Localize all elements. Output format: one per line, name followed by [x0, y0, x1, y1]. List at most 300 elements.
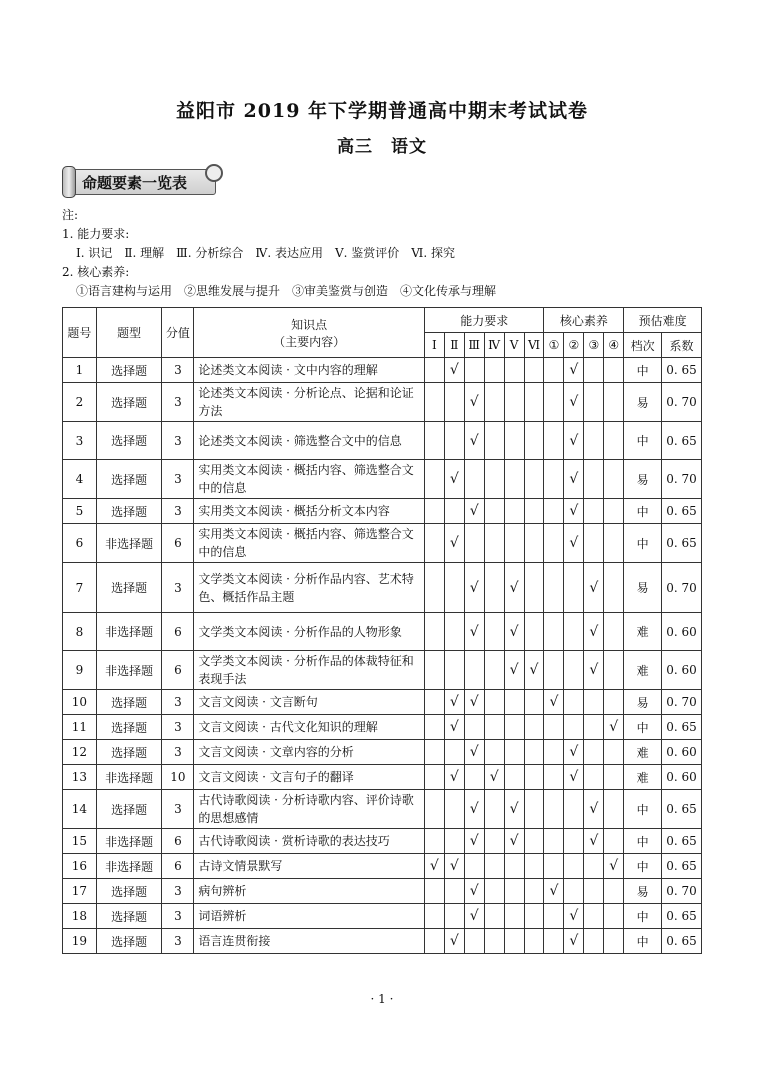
cell-no: 3 [63, 422, 97, 460]
core-check-mark: √ [544, 690, 564, 715]
core-cell [544, 904, 564, 929]
core-cell [604, 358, 624, 383]
ability-check-mark: √ [504, 790, 524, 829]
core-cell [564, 613, 584, 651]
header-type: 题型 [96, 308, 162, 358]
notes-label: 注: [62, 208, 79, 222]
ability-cell [484, 740, 504, 765]
core-cell [584, 765, 604, 790]
core-cell [584, 383, 604, 422]
section-banner [62, 166, 214, 196]
cell-level: 中 [624, 904, 662, 929]
cell-type: 选择题 [96, 460, 162, 499]
core-cell [584, 499, 604, 524]
ability-check-mark: √ [464, 790, 484, 829]
cell-coef: 0. 70 [662, 690, 702, 715]
cell-topic: 论述类文本阅读 · 文中内容的理解 [194, 358, 425, 383]
ability-cell [524, 460, 544, 499]
core-cell [584, 524, 604, 563]
cell-topic: 文言文阅读 · 古代文化知识的理解 [194, 715, 425, 740]
core-cell [564, 829, 584, 854]
cell-level: 易 [624, 563, 662, 613]
core-check-mark: √ [564, 358, 584, 383]
cell-type: 选择题 [96, 383, 162, 422]
ability-cell [524, 929, 544, 954]
ability-check-mark: √ [504, 651, 524, 690]
ability-cell [484, 651, 504, 690]
ability-check-mark: √ [464, 740, 484, 765]
core-check-mark: √ [564, 524, 584, 563]
ability-cell [424, 651, 444, 690]
ability-cell [524, 524, 544, 563]
cell-no: 9 [63, 651, 97, 690]
ability-cell [504, 460, 524, 499]
cell-score: 10 [162, 765, 194, 790]
ability-cell [424, 524, 444, 563]
cell-no: 15 [63, 829, 97, 854]
header-ability-col: Ⅰ [424, 333, 444, 358]
cell-coef: 0. 65 [662, 715, 702, 740]
cell-level: 中 [624, 715, 662, 740]
core-cell [604, 524, 624, 563]
ability-cell [504, 765, 524, 790]
ability-cell [464, 929, 484, 954]
table-row [63, 563, 702, 613]
cell-score: 6 [162, 524, 194, 563]
ability-cell [424, 460, 444, 499]
cell-no: 14 [63, 790, 97, 829]
core-check-mark: √ [564, 422, 584, 460]
ability-cell [424, 422, 444, 460]
ability-check-mark: √ [464, 563, 484, 613]
cell-level: 易 [624, 460, 662, 499]
cell-score: 3 [162, 422, 194, 460]
cell-no: 16 [63, 854, 97, 879]
ability-cell [444, 499, 464, 524]
cell-coef: 0. 60 [662, 765, 702, 790]
cell-topic: 实用类文本阅读 · 概括分析文本内容 [194, 499, 425, 524]
core-cell [584, 358, 604, 383]
cell-coef: 0. 70 [662, 383, 702, 422]
core-cell [544, 715, 564, 740]
cell-coef: 0. 65 [662, 422, 702, 460]
core-cell [604, 904, 624, 929]
ability-cell [444, 829, 464, 854]
cell-type: 非选择题 [96, 765, 162, 790]
table-row [63, 790, 702, 829]
core-check-mark: √ [584, 613, 604, 651]
ability-cell [484, 563, 504, 613]
cell-level: 难 [624, 765, 662, 790]
ability-cell [424, 499, 444, 524]
ability-check-mark: √ [444, 358, 464, 383]
core-check-mark: √ [564, 740, 584, 765]
header-ability-col: Ⅳ [484, 333, 504, 358]
core-title: 2. 核心素养: [62, 265, 130, 279]
table-row [63, 854, 702, 879]
ability-cell [444, 651, 464, 690]
core-cell [584, 854, 604, 879]
cell-topic: 古代诗歌阅读 · 赏析诗歌的表达技巧 [194, 829, 425, 854]
core-cell [544, 499, 564, 524]
header-core-col: ④ [604, 333, 624, 358]
ability-cell [444, 904, 464, 929]
core-cell [604, 651, 624, 690]
cell-no: 2 [63, 383, 97, 422]
ability-cell [524, 422, 544, 460]
header-topic-main: 知识点 [291, 317, 328, 332]
cell-level: 难 [624, 651, 662, 690]
ability-cell [524, 499, 544, 524]
cell-type: 非选择题 [96, 854, 162, 879]
cell-score: 6 [162, 651, 194, 690]
ability-check-mark: √ [464, 829, 484, 854]
ability-check-mark: √ [444, 715, 464, 740]
ability-cell [524, 854, 544, 879]
cell-coef: 0. 60 [662, 651, 702, 690]
ability-cell [464, 715, 484, 740]
table-row [63, 765, 702, 790]
table-row [63, 829, 702, 854]
ability-check-mark: √ [464, 879, 484, 904]
core-cell [544, 460, 564, 499]
ability-cell [424, 929, 444, 954]
core-cell [564, 879, 584, 904]
core-cell [544, 929, 564, 954]
ability-cell [504, 383, 524, 422]
ability-check-mark: √ [464, 904, 484, 929]
cell-type: 非选择题 [96, 524, 162, 563]
ability-cell [444, 613, 464, 651]
ability-cell [524, 879, 544, 904]
header-core: 核心素养 [544, 308, 624, 333]
core-cell [604, 790, 624, 829]
cell-topic: 古诗文情景默写 [194, 854, 425, 879]
header-score: 分值 [162, 308, 194, 358]
core-check-mark: √ [584, 563, 604, 613]
ability-cell [524, 383, 544, 422]
cell-topic: 词语辨析 [194, 904, 425, 929]
table-body [63, 358, 702, 954]
core-cell [544, 829, 564, 854]
core-cell [564, 563, 584, 613]
ability-cell [424, 383, 444, 422]
ability-cell [484, 358, 504, 383]
header-core-col: ② [564, 333, 584, 358]
table-row [63, 740, 702, 765]
core-check-mark: √ [564, 904, 584, 929]
cell-coef: 0. 65 [662, 358, 702, 383]
cell-coef: 0. 65 [662, 829, 702, 854]
ability-cell [504, 690, 524, 715]
ability-check-mark: √ [444, 854, 464, 879]
cell-score: 3 [162, 904, 194, 929]
header-level: 档次 [624, 333, 662, 358]
cell-level: 中 [624, 524, 662, 563]
ability-cell [484, 879, 504, 904]
table-row [63, 651, 702, 690]
cell-coef: 0. 65 [662, 929, 702, 954]
cell-level: 难 [624, 613, 662, 651]
ability-cell [504, 904, 524, 929]
ability-check-mark: √ [444, 524, 464, 563]
table-row [63, 358, 702, 383]
core-cell [584, 904, 604, 929]
ability-cell [504, 358, 524, 383]
notes-section [62, 206, 496, 301]
ability-cell [524, 690, 544, 715]
banner-text: 命题要素一览表 [82, 174, 188, 192]
ability-cell [424, 879, 444, 904]
ability-cell [484, 715, 504, 740]
cell-no: 12 [63, 740, 97, 765]
cell-type: 选择题 [96, 715, 162, 740]
cell-level: 中 [624, 499, 662, 524]
ability-check-mark: √ [464, 499, 484, 524]
ability-cell [484, 929, 504, 954]
cell-topic: 文学类文本阅读 · 分析作品内容、艺术特色、概括作品主题 [194, 563, 425, 613]
ability-cell [444, 740, 464, 765]
core-cell [544, 765, 564, 790]
cell-coef: 0. 70 [662, 879, 702, 904]
ability-cell [524, 740, 544, 765]
cell-score: 6 [162, 829, 194, 854]
cell-no: 1 [63, 358, 97, 383]
cell-coef: 0. 65 [662, 499, 702, 524]
ability-check-mark: √ [484, 765, 504, 790]
cell-level: 中 [624, 422, 662, 460]
ability-cell [484, 829, 504, 854]
ability-cell [524, 715, 544, 740]
table-row [63, 499, 702, 524]
core-check-mark: √ [564, 383, 584, 422]
cell-coef: 0. 70 [662, 460, 702, 499]
cell-score: 3 [162, 740, 194, 765]
cell-score: 3 [162, 715, 194, 740]
table-row [63, 929, 702, 954]
core-cell [564, 690, 584, 715]
cell-coef: 0. 65 [662, 790, 702, 829]
ability-check-mark: √ [504, 563, 524, 613]
ability-cell [504, 879, 524, 904]
cell-type: 选择题 [96, 499, 162, 524]
header-ability-col: Ⅵ [524, 333, 544, 358]
cell-topic: 文言文阅读 · 文言断句 [194, 690, 425, 715]
cell-level: 中 [624, 790, 662, 829]
cell-no: 7 [63, 563, 97, 613]
core-cell [604, 765, 624, 790]
core-cell [544, 651, 564, 690]
cell-type: 非选择题 [96, 829, 162, 854]
cell-no: 18 [63, 904, 97, 929]
ability-cell [504, 715, 524, 740]
cell-topic: 病句辨析 [194, 879, 425, 904]
cell-topic: 实用类文本阅读 · 概括内容、筛选整合文中的信息 [194, 524, 425, 563]
core-cell [544, 358, 564, 383]
ability-cell [484, 854, 504, 879]
core-cell [604, 563, 624, 613]
ability-check-mark: √ [464, 613, 484, 651]
cell-type: 非选择题 [96, 613, 162, 651]
core-cell [584, 879, 604, 904]
ability-cell [524, 765, 544, 790]
table-row [63, 904, 702, 929]
ability-check-mark: √ [444, 460, 464, 499]
ability-cell [484, 422, 504, 460]
core-cell [584, 690, 604, 715]
cell-no: 11 [63, 715, 97, 740]
ability-cell [524, 563, 544, 613]
core-cell [604, 422, 624, 460]
core-cell [544, 524, 564, 563]
cell-level: 难 [624, 740, 662, 765]
ability-cell [424, 765, 444, 790]
cell-coef: 0. 60 [662, 613, 702, 651]
cell-level: 中 [624, 829, 662, 854]
cell-coef: 0. 70 [662, 563, 702, 613]
core-cell [604, 613, 624, 651]
cell-type: 选择题 [96, 790, 162, 829]
core-items: ①语言建构与运用 ②思维发展与提升 ③审美鉴赏与创造 ④文化传承与理解 [76, 284, 497, 298]
ability-cell [464, 358, 484, 383]
cell-score: 3 [162, 383, 194, 422]
core-cell [604, 499, 624, 524]
ability-cell [524, 904, 544, 929]
core-check-mark: √ [604, 854, 624, 879]
ability-cell [424, 358, 444, 383]
cell-score: 6 [162, 854, 194, 879]
core-cell [604, 929, 624, 954]
cell-type: 选择题 [96, 879, 162, 904]
cell-topic: 论述类文本阅读 · 筛选整合文中的信息 [194, 422, 425, 460]
core-check-mark: √ [564, 499, 584, 524]
core-cell [584, 422, 604, 460]
ability-check-mark: √ [424, 854, 444, 879]
cell-type: 选择题 [96, 929, 162, 954]
ability-cell [424, 690, 444, 715]
ability-cell [464, 765, 484, 790]
ability-cell [444, 563, 464, 613]
exam-title: 益阳市 2019 年下学期普通高中期末考试试卷 [175, 100, 589, 122]
ability-check-mark: √ [464, 690, 484, 715]
ability-cell [444, 422, 464, 460]
ability-cell [504, 422, 524, 460]
table-row [63, 460, 702, 499]
core-cell [544, 422, 564, 460]
ability-cell [484, 613, 504, 651]
core-check-mark: √ [564, 929, 584, 954]
cell-topic: 实用类文本阅读 · 概括内容、筛选整合文中的信息 [194, 460, 425, 499]
cell-score: 3 [162, 690, 194, 715]
core-cell [604, 690, 624, 715]
cell-no: 8 [63, 613, 97, 651]
cell-topic: 论述类文本阅读 · 分析论点、论据和论证方法 [194, 383, 425, 422]
ability-cell [464, 854, 484, 879]
cell-coef: 0. 65 [662, 524, 702, 563]
cell-type: 选择题 [96, 690, 162, 715]
core-cell [544, 563, 564, 613]
cell-coef: 0. 65 [662, 854, 702, 879]
core-cell [604, 383, 624, 422]
ability-cell [484, 690, 504, 715]
ability-cell [504, 854, 524, 879]
ability-check-mark: √ [444, 690, 464, 715]
cell-no: 5 [63, 499, 97, 524]
table-row [63, 690, 702, 715]
cell-no: 6 [63, 524, 97, 563]
ability-cell [524, 613, 544, 651]
cell-type: 选择题 [96, 740, 162, 765]
core-cell [544, 790, 564, 829]
ability-cell [464, 460, 484, 499]
core-cell [564, 790, 584, 829]
cell-coef: 0. 65 [662, 904, 702, 929]
ability-cell [524, 829, 544, 854]
core-cell [604, 829, 624, 854]
table-row [63, 524, 702, 563]
core-check-mark: √ [544, 879, 564, 904]
header-ability: 能力要求 [424, 308, 544, 333]
cell-no: 19 [63, 929, 97, 954]
cell-level: 易 [624, 690, 662, 715]
cell-type: 非选择题 [96, 651, 162, 690]
header-core-col: ① [544, 333, 564, 358]
ability-cell [524, 790, 544, 829]
ability-check-mark: √ [464, 422, 484, 460]
ability-check-mark: √ [444, 765, 464, 790]
ability-cell [484, 904, 504, 929]
cell-score: 3 [162, 790, 194, 829]
header-ability-col: Ⅱ [444, 333, 464, 358]
header-topic [194, 308, 425, 358]
ability-cell [424, 904, 444, 929]
ability-cell [484, 524, 504, 563]
cell-no: 4 [63, 460, 97, 499]
core-check-mark: √ [584, 790, 604, 829]
cell-type: 选择题 [96, 422, 162, 460]
ability-cell [424, 613, 444, 651]
core-cell [544, 613, 564, 651]
ability-cell [504, 929, 524, 954]
ability-cell [504, 499, 524, 524]
cell-topic: 文言文阅读 · 文章内容的分析 [194, 740, 425, 765]
core-cell [564, 651, 584, 690]
ability-cell [424, 740, 444, 765]
cell-level: 易 [624, 383, 662, 422]
cell-type: 选择题 [96, 563, 162, 613]
core-cell [564, 854, 584, 879]
cell-score: 3 [162, 879, 194, 904]
core-cell [584, 929, 604, 954]
ability-check-mark: √ [504, 829, 524, 854]
core-cell [544, 854, 564, 879]
cell-score: 3 [162, 460, 194, 499]
cell-no: 13 [63, 765, 97, 790]
core-check-mark: √ [584, 651, 604, 690]
core-cell [604, 740, 624, 765]
table-row [63, 383, 702, 422]
cell-score: 3 [162, 358, 194, 383]
core-cell [544, 383, 564, 422]
header-coef: 系数 [662, 333, 702, 358]
cell-score: 6 [162, 613, 194, 651]
cell-coef: 0. 60 [662, 740, 702, 765]
ability-cell [424, 563, 444, 613]
core-check-mark: √ [564, 765, 584, 790]
core-cell [584, 715, 604, 740]
table-row [63, 715, 702, 740]
ability-cell [524, 358, 544, 383]
